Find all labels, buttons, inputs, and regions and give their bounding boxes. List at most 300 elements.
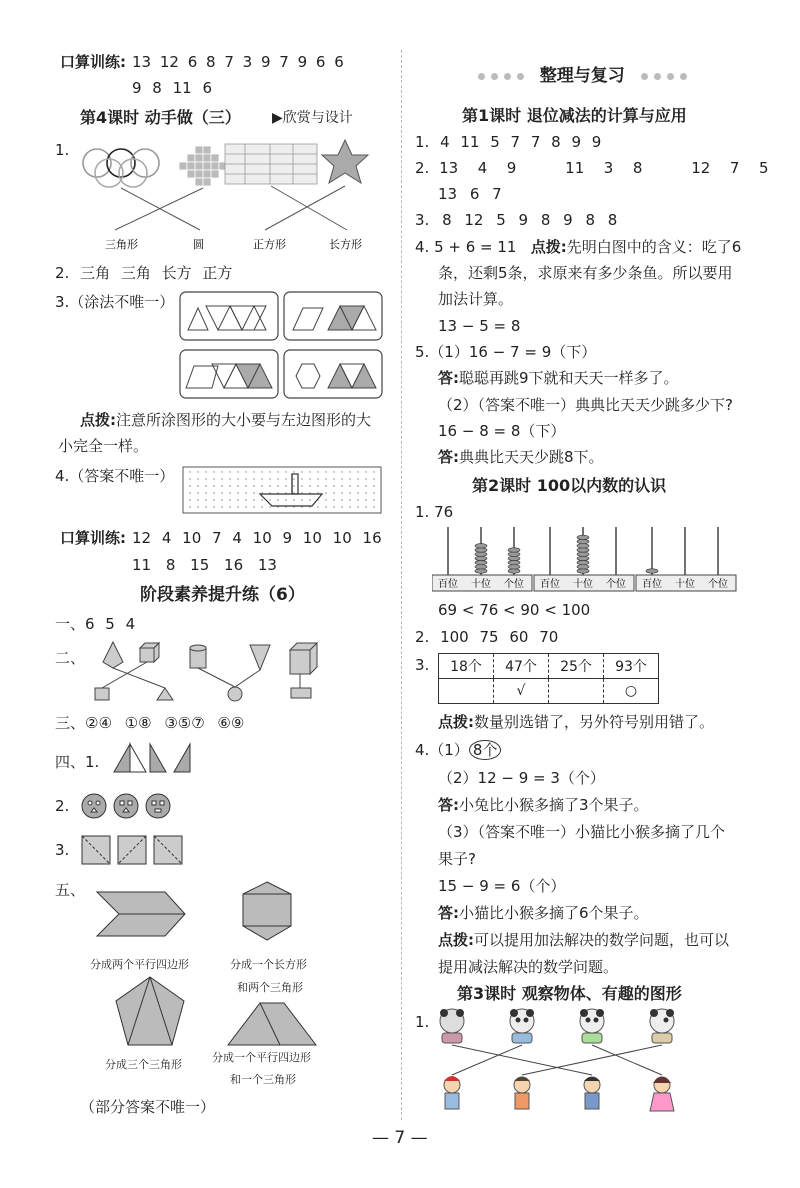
face-symbols <box>80 792 180 822</box>
triangle-face-icon <box>157 688 173 700</box>
section-title: 整理与复习 <box>539 66 625 86</box>
grid-dot <box>325 478 327 480</box>
grid-dot <box>197 471 199 473</box>
table-row <box>439 679 659 704</box>
child-2-icon <box>514 1077 530 1109</box>
oral-practice-row-3: 12 4 10 7 4 10 9 10 10 16 <box>132 529 382 547</box>
star-triangle-icon <box>322 140 368 183</box>
stage-part-4-3: 3. <box>55 841 70 859</box>
r-q4-equation: 4. 5 + 6 = 11 <box>415 238 517 256</box>
tip-label: 点拨: <box>438 713 474 731</box>
abacus-bead <box>508 569 520 573</box>
grid-dot <box>261 499 263 501</box>
hexagon-icon <box>243 882 291 940</box>
grid-dot <box>277 499 279 501</box>
grid-dot <box>309 478 311 480</box>
cut-squares <box>80 834 190 866</box>
oral-practice-label-1: 口算训练: <box>60 53 126 71</box>
oral-practice-label-2: 口算训练: <box>60 529 126 547</box>
p-q4-circled: 8个 <box>469 740 502 760</box>
q3-tip <box>80 410 371 430</box>
grid-dot <box>333 478 335 480</box>
observer-matching-lines <box>452 1045 662 1075</box>
r-q3: 3. 8 12 5 9 8 9 8 8 <box>415 211 618 229</box>
grid-dot <box>205 499 207 501</box>
tessellation-figures <box>178 290 388 405</box>
r-q2-line2: 13 6 7 <box>438 185 502 203</box>
abacus-bead <box>508 548 520 552</box>
grid-dot <box>277 485 279 487</box>
grid-dot <box>325 506 327 508</box>
abacus-bead <box>577 565 589 569</box>
partial-answer-note: （部分答案不唯一） <box>80 1098 216 1116</box>
abacus-bead <box>577 552 589 556</box>
abacus-bead <box>508 552 520 556</box>
cube-icon <box>140 643 159 662</box>
grid-dot <box>301 499 303 501</box>
grid-dot <box>325 471 327 473</box>
grid-dot <box>357 506 359 508</box>
table-cell-check: √ <box>494 679 549 704</box>
grid-dot <box>261 478 263 480</box>
caption-parallelogram-triangle-1: 分成一个平行四边形 <box>212 1051 311 1064</box>
section-header <box>475 66 690 86</box>
face-circle-icon <box>82 794 106 818</box>
abacus-place-label: 百位 <box>642 579 662 590</box>
p-q4-answer2: 小猫比小猴多摘了6个果子。 <box>459 904 649 922</box>
stage-part-2: 二、 <box>55 649 86 667</box>
half-flag-icon <box>114 744 130 772</box>
r-q4-line2: 条，还剩5条，求原来有多少条鱼。所以要用 <box>438 264 733 282</box>
abacus-place-label: 百位 <box>540 579 560 590</box>
lesson1-title: 第1课时 退位减法的计算与应用 <box>462 106 687 125</box>
answer-label: 答: <box>438 904 459 922</box>
grid-dot <box>349 499 351 501</box>
grid-dot <box>309 499 311 501</box>
table-cell: 93个 <box>604 654 659 679</box>
grid-dot <box>333 506 335 508</box>
grid-dot <box>293 471 295 473</box>
grid-dot <box>285 499 287 501</box>
grid-dot <box>349 478 351 480</box>
r-q2-line1: 2. 13 4 9 11 3 8 12 7 5 <box>415 159 769 177</box>
grid-dot <box>213 492 215 494</box>
grid-dot <box>205 506 207 508</box>
rectangle-grid-icon <box>225 144 317 184</box>
grid-dot <box>301 471 303 473</box>
grid-dot <box>285 485 287 487</box>
page-number: — 7 — <box>372 1128 428 1148</box>
grid-dot <box>221 478 223 480</box>
abacus-bead <box>646 569 658 573</box>
grid-dot <box>253 485 255 487</box>
flag-icon <box>150 744 166 772</box>
abacus-bead <box>577 544 589 548</box>
grid-dot <box>373 492 375 494</box>
grid-dot <box>341 492 343 494</box>
grid-dot <box>229 506 231 508</box>
caption-rect-two-triangles-1: 分成一个长方形 <box>230 958 307 971</box>
grid-dot <box>309 471 311 473</box>
triangle-tiling-2 <box>293 306 376 330</box>
grid-dot <box>317 478 319 480</box>
r-q5-line4: 16 − 8 = 8（下） <box>438 422 566 440</box>
grid-dot <box>341 506 343 508</box>
grid-dot <box>189 478 191 480</box>
grid-dot <box>349 485 351 487</box>
answer-label: 答: <box>438 796 459 814</box>
grid-dot <box>237 478 239 480</box>
left-dots <box>475 67 527 85</box>
grid-dot <box>189 471 191 473</box>
grid-dot <box>341 485 343 487</box>
grid-dot <box>229 471 231 473</box>
grid-dot <box>325 492 327 494</box>
grid-dot <box>213 506 215 508</box>
abacus-bead <box>475 556 487 560</box>
grid-dot <box>277 471 279 473</box>
grid-dot <box>301 478 303 480</box>
grid-dot <box>293 499 295 501</box>
grid-dot <box>285 478 287 480</box>
abacus-place-label: 十位 <box>675 579 695 590</box>
grid-dot <box>197 499 199 501</box>
pentagon-icon <box>116 977 184 1045</box>
grid-dot <box>253 492 255 494</box>
grid-dot <box>221 492 223 494</box>
grid-dot <box>253 478 255 480</box>
grid-dot <box>213 471 215 473</box>
abacus-bead <box>577 539 589 543</box>
table-cell <box>439 679 494 704</box>
abacus-bead <box>475 565 487 569</box>
grid-dot <box>349 506 351 508</box>
grid-dot <box>373 499 375 501</box>
p-q3: 3. <box>415 656 430 674</box>
grid-dot <box>237 485 239 487</box>
q2-answer: 2. 三角 三角 长方 正方 <box>55 264 233 282</box>
table-cell: 47个 <box>494 654 549 679</box>
r-q5-answer2: 典典比天天少跳8下。 <box>459 448 604 466</box>
caption-rect-two-triangles-2: 和两个三角形 <box>237 981 303 994</box>
grid-dot <box>285 471 287 473</box>
p-q4-tip-line1 <box>438 930 729 950</box>
r-q1: 1. 4 11 5 7 7 8 9 9 <box>415 133 602 151</box>
abacus-place-label: 十位 <box>471 579 491 590</box>
right-dots <box>638 67 690 85</box>
grid-dot <box>325 499 327 501</box>
lesson4-tag: ▶欣赏与设计 <box>272 110 353 126</box>
p-q3-tip-text: 数量别选错了，另外符号别用错了。 <box>474 713 715 731</box>
table-cell: 18个 <box>439 654 494 679</box>
panda-side2-icon <box>650 1009 674 1043</box>
grid-dot <box>261 485 263 487</box>
grid-dot <box>365 506 367 508</box>
answer-label: 答: <box>438 448 459 466</box>
grid-dot <box>333 485 335 487</box>
grid-dot <box>221 506 223 508</box>
cut-shapes-row-2 <box>110 975 340 1050</box>
abacus-bead <box>577 548 589 552</box>
tip-line-2: 小完全一样。 <box>58 437 149 455</box>
grid-dot <box>253 499 255 501</box>
abacus-place-label: 十位 <box>573 579 593 590</box>
grid-dot <box>317 485 319 487</box>
grid-dot <box>213 499 215 501</box>
match-label-circle: 圆 <box>193 238 204 251</box>
r-q4-line1 <box>415 237 741 257</box>
abacus-bead <box>577 535 589 539</box>
stage-part-1: 一、6 5 4 <box>55 615 136 633</box>
r-q4-line4: 13 − 5 = 8 <box>438 317 521 335</box>
match-label-rectangle: 长方形 <box>329 238 362 251</box>
grid-dot <box>301 485 303 487</box>
prism-icon <box>290 643 317 674</box>
pyramid-icon <box>103 642 123 668</box>
grid-dot <box>197 478 199 480</box>
lesson2-title: 第2课时 100以内数的认识 <box>472 476 667 495</box>
grid-dot <box>325 485 327 487</box>
r-q5-line5 <box>438 447 604 467</box>
grid-dot <box>261 471 263 473</box>
rectangle-face-icon <box>291 688 311 698</box>
lesson4-tag-text: 欣赏与设计 <box>282 110 353 126</box>
trapezoid-icon <box>228 1003 316 1045</box>
grid-dot <box>365 499 367 501</box>
grid-dot <box>341 478 343 480</box>
caption-two-parallelograms: 分成两个平行四边形 <box>90 958 189 971</box>
p-q4-part1: 4.（1） <box>415 741 469 759</box>
p-q4-line7 <box>438 903 649 923</box>
grid-dot <box>197 485 199 487</box>
r-q4-line3: 加法计算。 <box>438 290 514 308</box>
table-cell <box>549 679 604 704</box>
abacus-bead <box>508 560 520 564</box>
panda-side-icon <box>580 1009 604 1043</box>
grid-dot <box>357 499 359 501</box>
table-cell-circle: ○ <box>604 679 659 704</box>
stage-part-3: 三、②④ ①⑧ ③⑤⑦ ⑥⑨ <box>55 714 245 732</box>
tip-label: 点拨: <box>438 931 474 949</box>
caption-three-triangles: 分成三个三角形 <box>105 1058 182 1071</box>
abacus-bead <box>475 560 487 564</box>
grid-dot <box>189 499 191 501</box>
grid-dot <box>365 492 367 494</box>
grid-dot <box>309 485 311 487</box>
stage-practice-title: 阶段素养提升练（6） <box>140 585 305 605</box>
grid-dot <box>189 492 191 494</box>
cone-icon <box>250 645 270 670</box>
square-pattern-icon <box>179 146 227 186</box>
grid-dot <box>229 485 231 487</box>
grid-dot <box>237 492 239 494</box>
grid-dot <box>365 471 367 473</box>
grid-dot <box>245 492 247 494</box>
grid-dot <box>205 471 207 473</box>
grid-dot <box>245 506 247 508</box>
abacus-place-label: 百位 <box>438 579 458 590</box>
face-triangle-icon <box>146 794 170 818</box>
grid-dot <box>317 471 319 473</box>
grid-dot <box>237 506 239 508</box>
triangle-tiling-3 <box>186 364 272 388</box>
grid-dot <box>277 478 279 480</box>
grid-dot <box>197 506 199 508</box>
grid-dot <box>293 485 295 487</box>
grid-dot <box>245 499 247 501</box>
grid-dot <box>205 478 207 480</box>
grid-dot <box>333 499 335 501</box>
match-label-triangle: 三角形 <box>105 238 138 251</box>
grid-dot <box>349 471 351 473</box>
r-q5-line3: （2）（答案不唯一）典典比天天少跳多少下? <box>438 396 734 414</box>
grid-dot <box>357 485 359 487</box>
triangle-tiling-1 <box>188 306 266 330</box>
grid-dot <box>253 506 255 508</box>
answer-label: 答: <box>438 369 459 387</box>
column-divider <box>401 50 402 1120</box>
p-q4-tip1: 可以提用加法解决的数学问题，也可以 <box>474 931 730 949</box>
grid-dot <box>213 478 215 480</box>
grid-dot <box>373 478 375 480</box>
grid-dot <box>205 485 207 487</box>
grid-dot <box>357 478 359 480</box>
child-4-icon <box>650 1077 674 1111</box>
symmetry-flags <box>110 742 200 774</box>
half-triangle-icon <box>174 744 190 772</box>
grid-dot <box>269 499 271 501</box>
grid-dot <box>269 485 271 487</box>
square-face-icon <box>95 688 109 700</box>
children-bottom-row <box>444 1076 674 1111</box>
match-label-square: 正方形 <box>253 238 286 251</box>
abacus-bead <box>475 544 487 548</box>
q1-number: 1. <box>55 141 70 159</box>
dot-grid <box>189 471 375 508</box>
grid-dot <box>229 492 231 494</box>
olympic-rings-icon <box>83 149 159 187</box>
abacus-bead <box>475 552 487 556</box>
cut-shapes-row-1 <box>95 880 315 950</box>
panda-toy-top-row <box>440 1009 674 1043</box>
abacus-group <box>432 525 742 593</box>
grid-dot <box>245 485 247 487</box>
grid-dot <box>349 492 351 494</box>
q4-label: 4.（答案不唯一） <box>55 467 175 485</box>
abacus-place-label: 个位 <box>708 579 728 590</box>
grid-dot <box>373 506 375 508</box>
grid-dot <box>245 478 247 480</box>
r-q5-line2 <box>438 368 679 388</box>
count-table <box>438 653 659 704</box>
p-q4-line5: 果子? <box>438 850 476 868</box>
grid-dot <box>253 471 255 473</box>
grid-dot <box>237 471 239 473</box>
oral-practice-row-2: 9 8 11 6 <box>132 79 213 97</box>
grid-dot <box>357 471 359 473</box>
matching-figure <box>75 138 375 258</box>
grid-dot <box>293 478 295 480</box>
p-q4-line1 <box>415 740 501 760</box>
oral-practice-row-1: 13 12 6 8 7 3 9 7 9 6 6 <box>132 53 344 71</box>
solid-shapes-matching <box>85 640 345 710</box>
p-q3-tip <box>438 712 714 732</box>
abacus-place-label: 个位 <box>606 579 626 590</box>
p-q4-line6: 15 − 9 = 6（个） <box>438 877 566 895</box>
tip-label: 点拨: <box>80 411 116 429</box>
p-q4-line4: （3）（答案不唯一）小猫比小猴多摘了几个 <box>438 823 726 841</box>
q3-label: 3.（涂法不唯一） <box>55 293 175 311</box>
p-q4-answer1: 小兔比小猴多摘了3个果子。 <box>459 796 649 814</box>
cylinder-icon <box>190 645 206 668</box>
stage-part-4-2: 2. <box>55 797 70 815</box>
grid-dot <box>229 478 231 480</box>
abacus-bead <box>475 548 487 552</box>
grid-dot <box>245 471 247 473</box>
grid-dot <box>365 485 367 487</box>
lesson4-title: 第4课时 动手做（三） <box>80 108 241 127</box>
face-square-icon <box>114 794 138 818</box>
p-q1-compare: 69 < 76 < 90 < 100 <box>438 601 591 619</box>
panda-front-icon <box>510 1009 534 1043</box>
abacus-bead <box>475 569 487 573</box>
p-q2: 2. 100 75 60 70 <box>415 628 559 646</box>
panda-back-icon <box>440 1009 464 1043</box>
r-q4-tip-label: 点拨: <box>530 238 567 256</box>
grid-dot <box>221 485 223 487</box>
lesson3-title: 第3课时 观察物体、有趣的图形 <box>457 984 682 1003</box>
abacus-bead <box>508 556 520 560</box>
grid-dot <box>365 478 367 480</box>
grid-dot <box>221 471 223 473</box>
grid-dot <box>341 471 343 473</box>
r-q5-answer1: 聪聪再跳9下就和天天一样多了。 <box>459 369 679 387</box>
oral-practice-row-4: 11 8 15 16 13 <box>132 556 277 574</box>
table-row <box>439 654 659 679</box>
caption-parallelogram-triangle-2: 和一个三角形 <box>230 1073 296 1086</box>
stage-part-4: 四、1. <box>55 753 100 771</box>
grid-dot <box>373 471 375 473</box>
tip-line-1: 注意所涂图形的大小要与左边图形的大 <box>116 411 372 429</box>
table-cell: 25个 <box>549 654 604 679</box>
grid-dot <box>341 499 343 501</box>
grid-dot <box>357 492 359 494</box>
dot-grid-drawing <box>182 466 382 514</box>
grid-dot <box>189 506 191 508</box>
abacus-bead <box>508 565 520 569</box>
triangle-tiling-4 <box>296 364 376 388</box>
abacus-bead <box>577 556 589 560</box>
grid-dot <box>189 485 191 487</box>
p-q4-tip-line2: 提用减法解决的数学问题。 <box>438 958 619 976</box>
abacus-bead <box>577 560 589 564</box>
abacus-bead <box>577 569 589 573</box>
p-q4-line2: （2）12 − 9 = 3（个） <box>438 769 605 787</box>
child-1-icon <box>444 1076 460 1109</box>
grid-dot <box>213 485 215 487</box>
grid-dot <box>269 478 271 480</box>
grid-dot <box>317 506 319 508</box>
q1-number-right: 1. <box>415 1013 430 1031</box>
p-q4-line3 <box>438 795 649 815</box>
r-q5-line1: 5.（1）16 − 7 = 9（下） <box>415 343 597 361</box>
stage-part-5: 五、 <box>55 881 86 899</box>
grid-dot <box>237 499 239 501</box>
grid-dot <box>229 499 231 501</box>
r-q4-tip-text: 先明白图中的含义：吃了6 <box>566 238 742 256</box>
grid-dot <box>205 492 207 494</box>
grid-dot <box>373 485 375 487</box>
